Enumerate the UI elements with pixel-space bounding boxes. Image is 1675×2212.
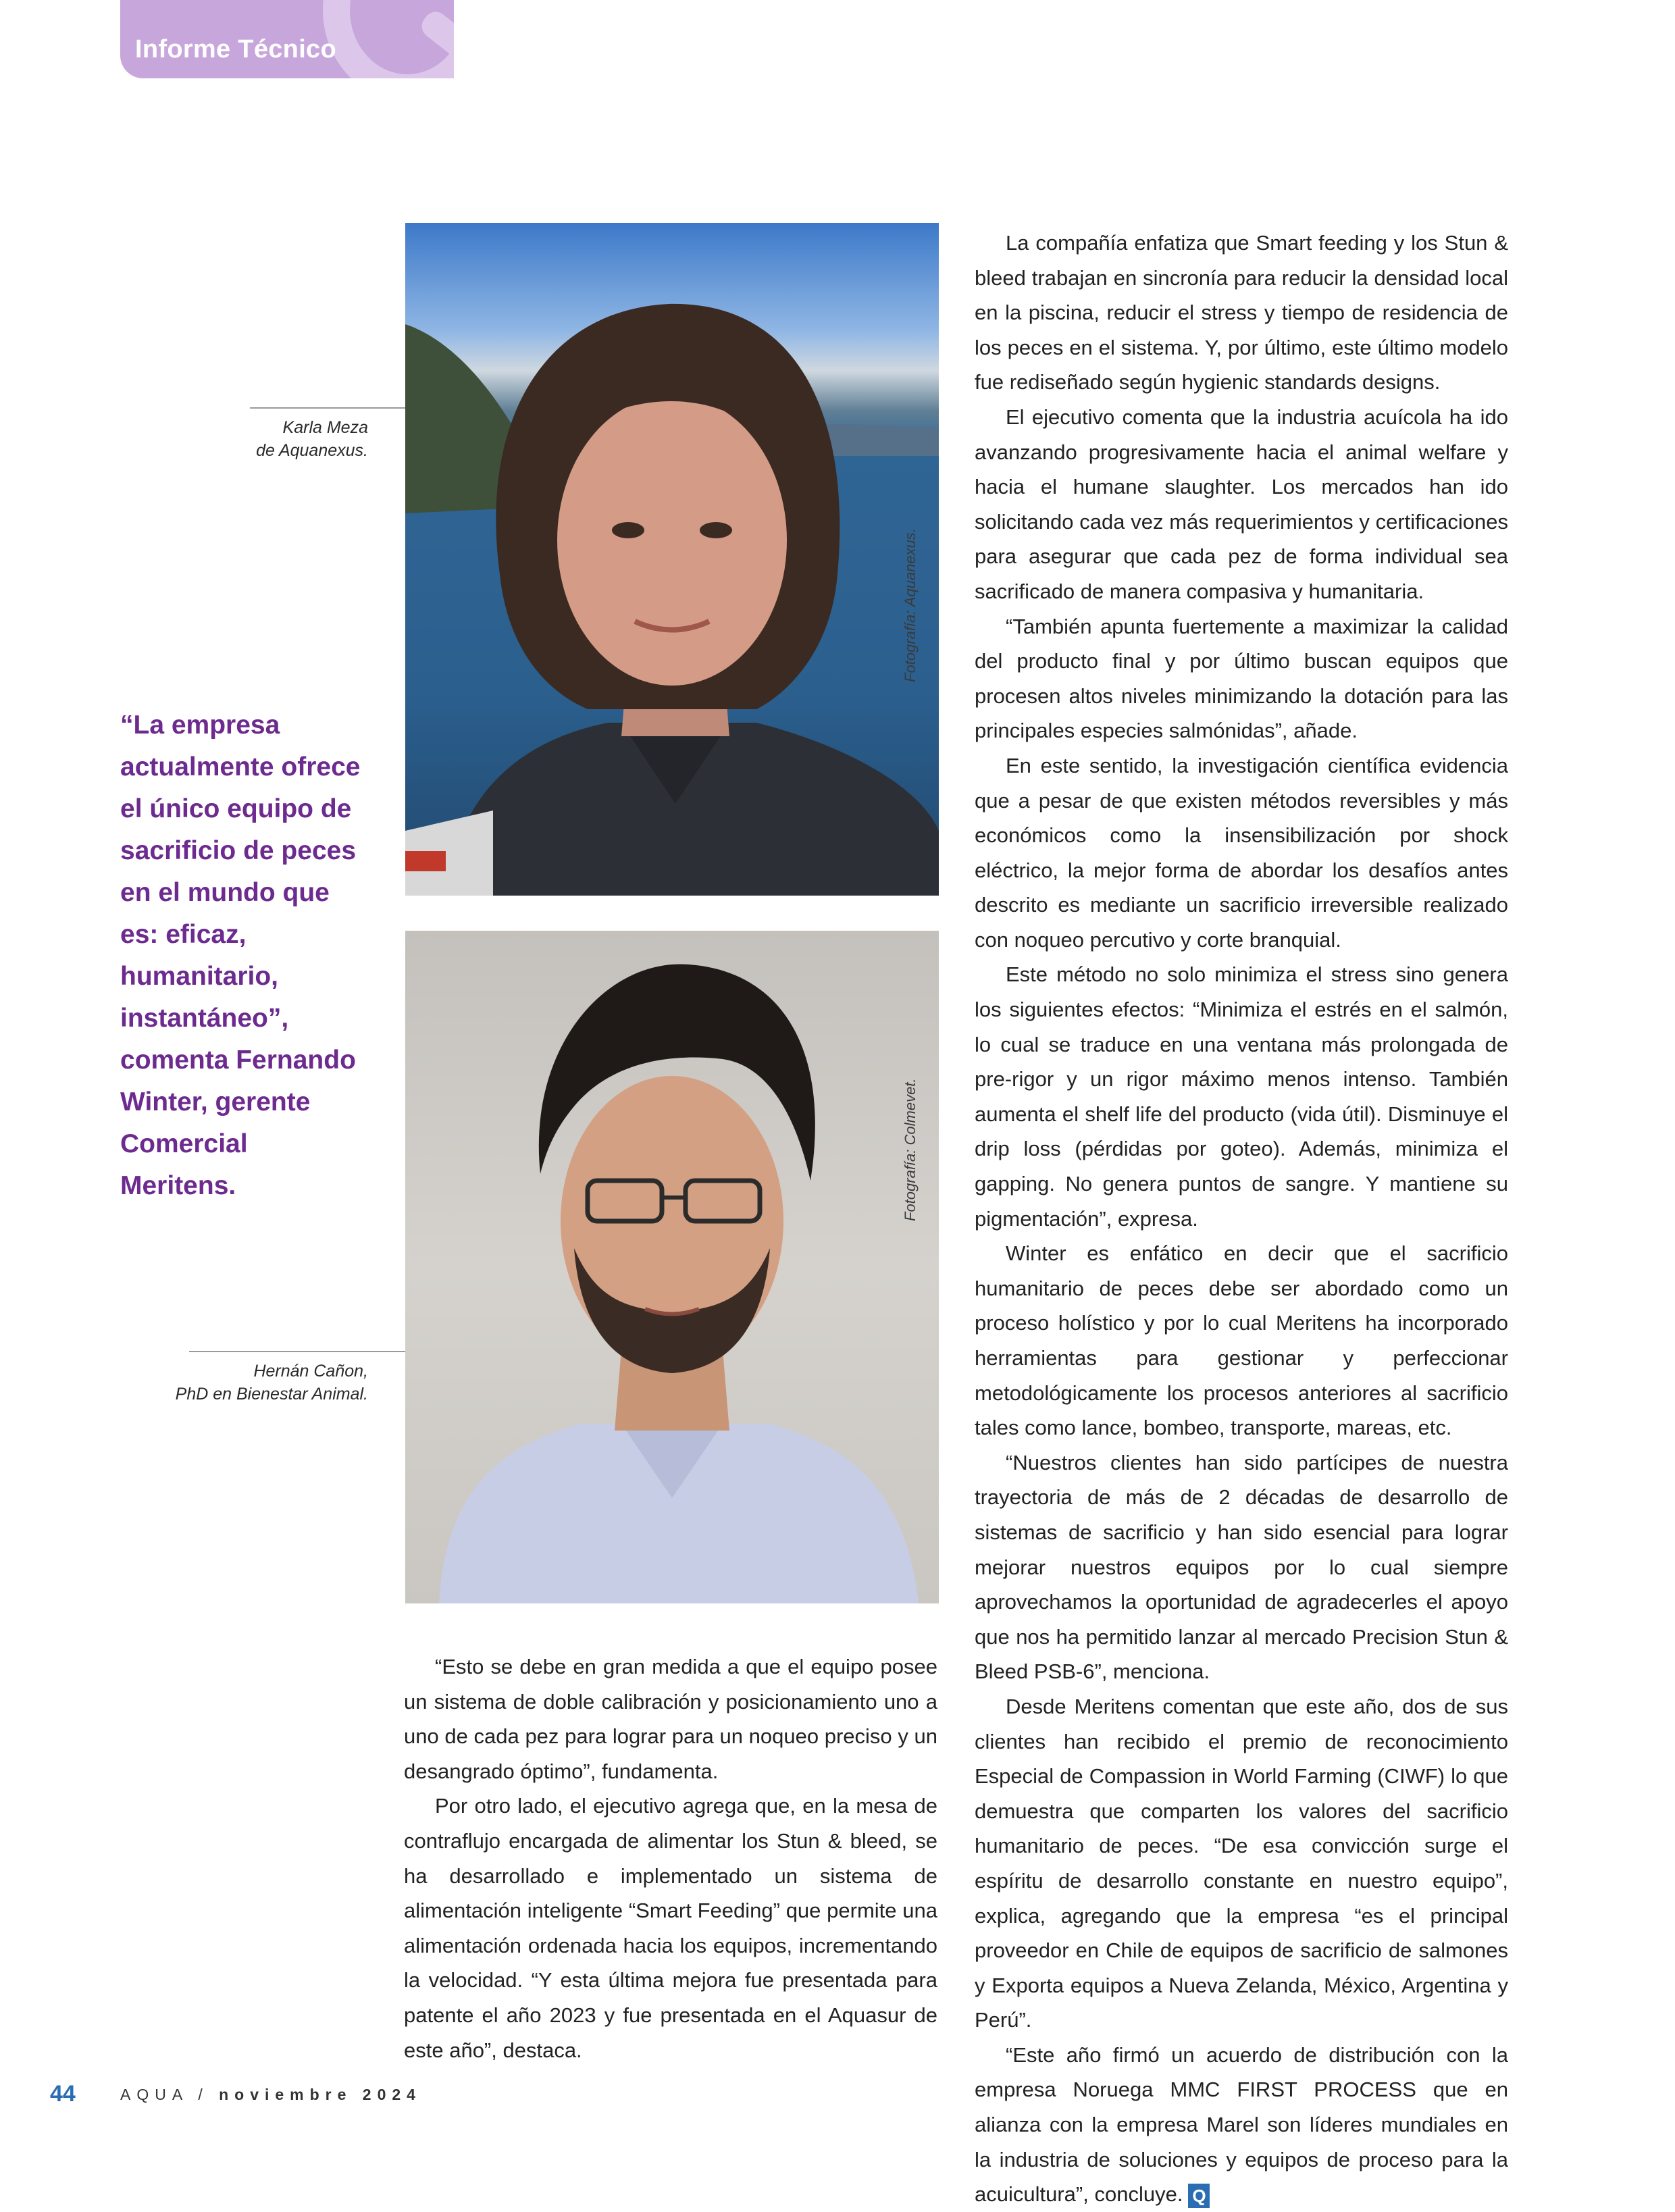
- paragraph-last: [975, 2038, 1508, 2212]
- magazine-name: AQUA: [120, 2086, 188, 2103]
- caption-hernan-name: Hernán Cañon,: [253, 1362, 368, 1381]
- pull-quote: “La empresa actualmente ofrece el único equipo de sacrificio de peces en el mundo que es: eficaz, humanitario, instantáneo”, comenta Fernando Winter, gerente Comercial Meritens.: [120, 711, 361, 1200]
- paragraph: “También apunta fuertemente a maximizar la calidad del producto final y por último buscan equipos que procesen altos niveles minimizando la dotación para las principales especies salmónidas”, añade.: [975, 614, 1508, 743]
- paragraph: La compañía enfatiza que Smart feeding y los Stun & bleed trabajan en sincronía para reducir la densidad local en la piscina, reducir el stress y tiempo de residencia de los peces en el sistema. Y, por último, este último modelo fue rediseñado según hygienic standards designs.: [975, 231, 1508, 394]
- caption-hernan: [149, 1360, 368, 1406]
- paragraph: “Nuestros clientes han sido partícipes de nuestra trayectoria de más de 2 décadas de desarrollo de sistemas de sacrificio y han sido esencial para lograr mejorar nuestros equipos por lo cual siempre aprovechamos la oportunidad de agradecerles el apoyo que nos ha permitido lanzar al mercado Precision Stun & Bleed PSB-6”, menciona.: [975, 1450, 1508, 1684]
- paragraph: Este método no solo minimiza el stress sino genera los siguientes efectos: “Minimiza el estrés en el salmón, lo cual se traduce en una ventana más prolongada de pre-rigor y un rigor máximo menos intenso. También aumenta el shelf life del producto (vida útil). Disminuye el drip loss (pérdidas por goteo). Además, minimiza el gapping. No genera puntos de sangre. Y mantiene su pigmentación”, expresa.: [975, 962, 1508, 1231]
- section-tab: [120, 0, 454, 78]
- paragraph: En este sentido, la investigación científica evidencia que a pesar de que existen métodos reversibles y más económicos como la insensibilización por shock eléctrico, la mejor forma de abordar los desafíos antes descrito es mediante un sacrificio irreversible realizado con noqueo percutivo y corte branquial.: [975, 753, 1508, 952]
- section-label: Informe Técnico: [135, 35, 336, 63]
- photo-credit-hernan: Fotografía: Colmevet.: [902, 1078, 919, 1221]
- paragraph: “Esto se debe en gran medida a que el equipo posee un sistema de doble calibración y posicionamiento uno a uno de cada pez para lograr para un noqueo preciso y un desangrado óptimo”, fundamenta.: [404, 1655, 937, 1783]
- caption-karla: [203, 416, 368, 462]
- photo-credit-karla: Fotografía: Aquanexus.: [902, 528, 919, 682]
- footer-separator: /: [198, 2086, 209, 2103]
- photo-hernan-illustration: [405, 931, 939, 1603]
- paragraph-last-text: “Este año firmó un acuerdo de distribución con la empresa Noruega MMC FIRST PROCESS que en alianza con la empresa Marel son líderes mundiales en la industria de soluciones y equipos de proceso para la acuicultura”, concluye.: [975, 2042, 1508, 2207]
- magazine-footer: [120, 2086, 421, 2104]
- article-column-left: [404, 1649, 937, 2067]
- paragraph: Por otro lado, el ejecutivo agrega que, en la mesa de contraflujo encargada de alimentar los Stun & bleed, se ha desarrollado e implementado un sistema de alimentación inteligente “Smart Feeding” que permite una alimentación ordenada hacia los equipos, incrementando la velocidad. “Y esta última mejora fue presentada para patente el año 2023 y fue presentada en el Aquasur de este año”, destaca.: [404, 1794, 937, 2062]
- photo-karla-illustration: [405, 223, 939, 896]
- end-mark-icon: Q: [1188, 2184, 1210, 2208]
- issue-date: noviembre 2024: [219, 2086, 421, 2103]
- caption-rule-karla: [250, 407, 405, 409]
- photo-hernan-canon: [405, 931, 939, 1603]
- caption-hernan-title: PhD en Bienestar Animal.: [175, 1385, 368, 1404]
- caption-rule-hernan: [189, 1351, 405, 1352]
- photo-karla-meza: [405, 223, 939, 896]
- page-number: 44: [50, 2081, 76, 2107]
- paragraph: Desde Meritens comentan que este año, dos de sus clientes han recibido el premio de reconocimiento Especial de Compassion in World Farming (CIWF) lo que demuestra que comparten los valores del sacrificio humanitario de peces. “De esa convicción surge el espíritu de desarrollo constante en nuestro equipo”, explica, agregando que la empresa “es el principal proveedor en Chile de equipos de sacrificio de salmones y Exporta equipos a Nueva Zelanda, México, Argentina y Perú”.: [975, 1694, 1508, 2032]
- caption-karla-name: Karla Meza: [282, 418, 368, 437]
- paragraph: El ejecutivo comenta que la industria acuícola ha ido avanzando progresivamente hacia el animal welfare y hacia el humane slaughter. Los mercados han ido solicitando cada vez más requerimientos y certificaciones para asegurar que cada pez de forma individual sea sacrificado de manera compasiva y humanitaria.: [975, 405, 1508, 603]
- article-column-right: [975, 226, 1508, 2212]
- paragraph: Winter es enfático en decir que el sacrificio humanitario de peces debe ser abordado como un proceso holístico y por lo cual Meritens ha incorporado herramientas para gestionar y perfeccionar metodológicamente los procesos anteriores al sacrificio tales como lance, bombeo, transporte, mareas, etc.: [975, 1241, 1508, 1440]
- caption-karla-org: de Aquanexus.: [256, 441, 368, 460]
